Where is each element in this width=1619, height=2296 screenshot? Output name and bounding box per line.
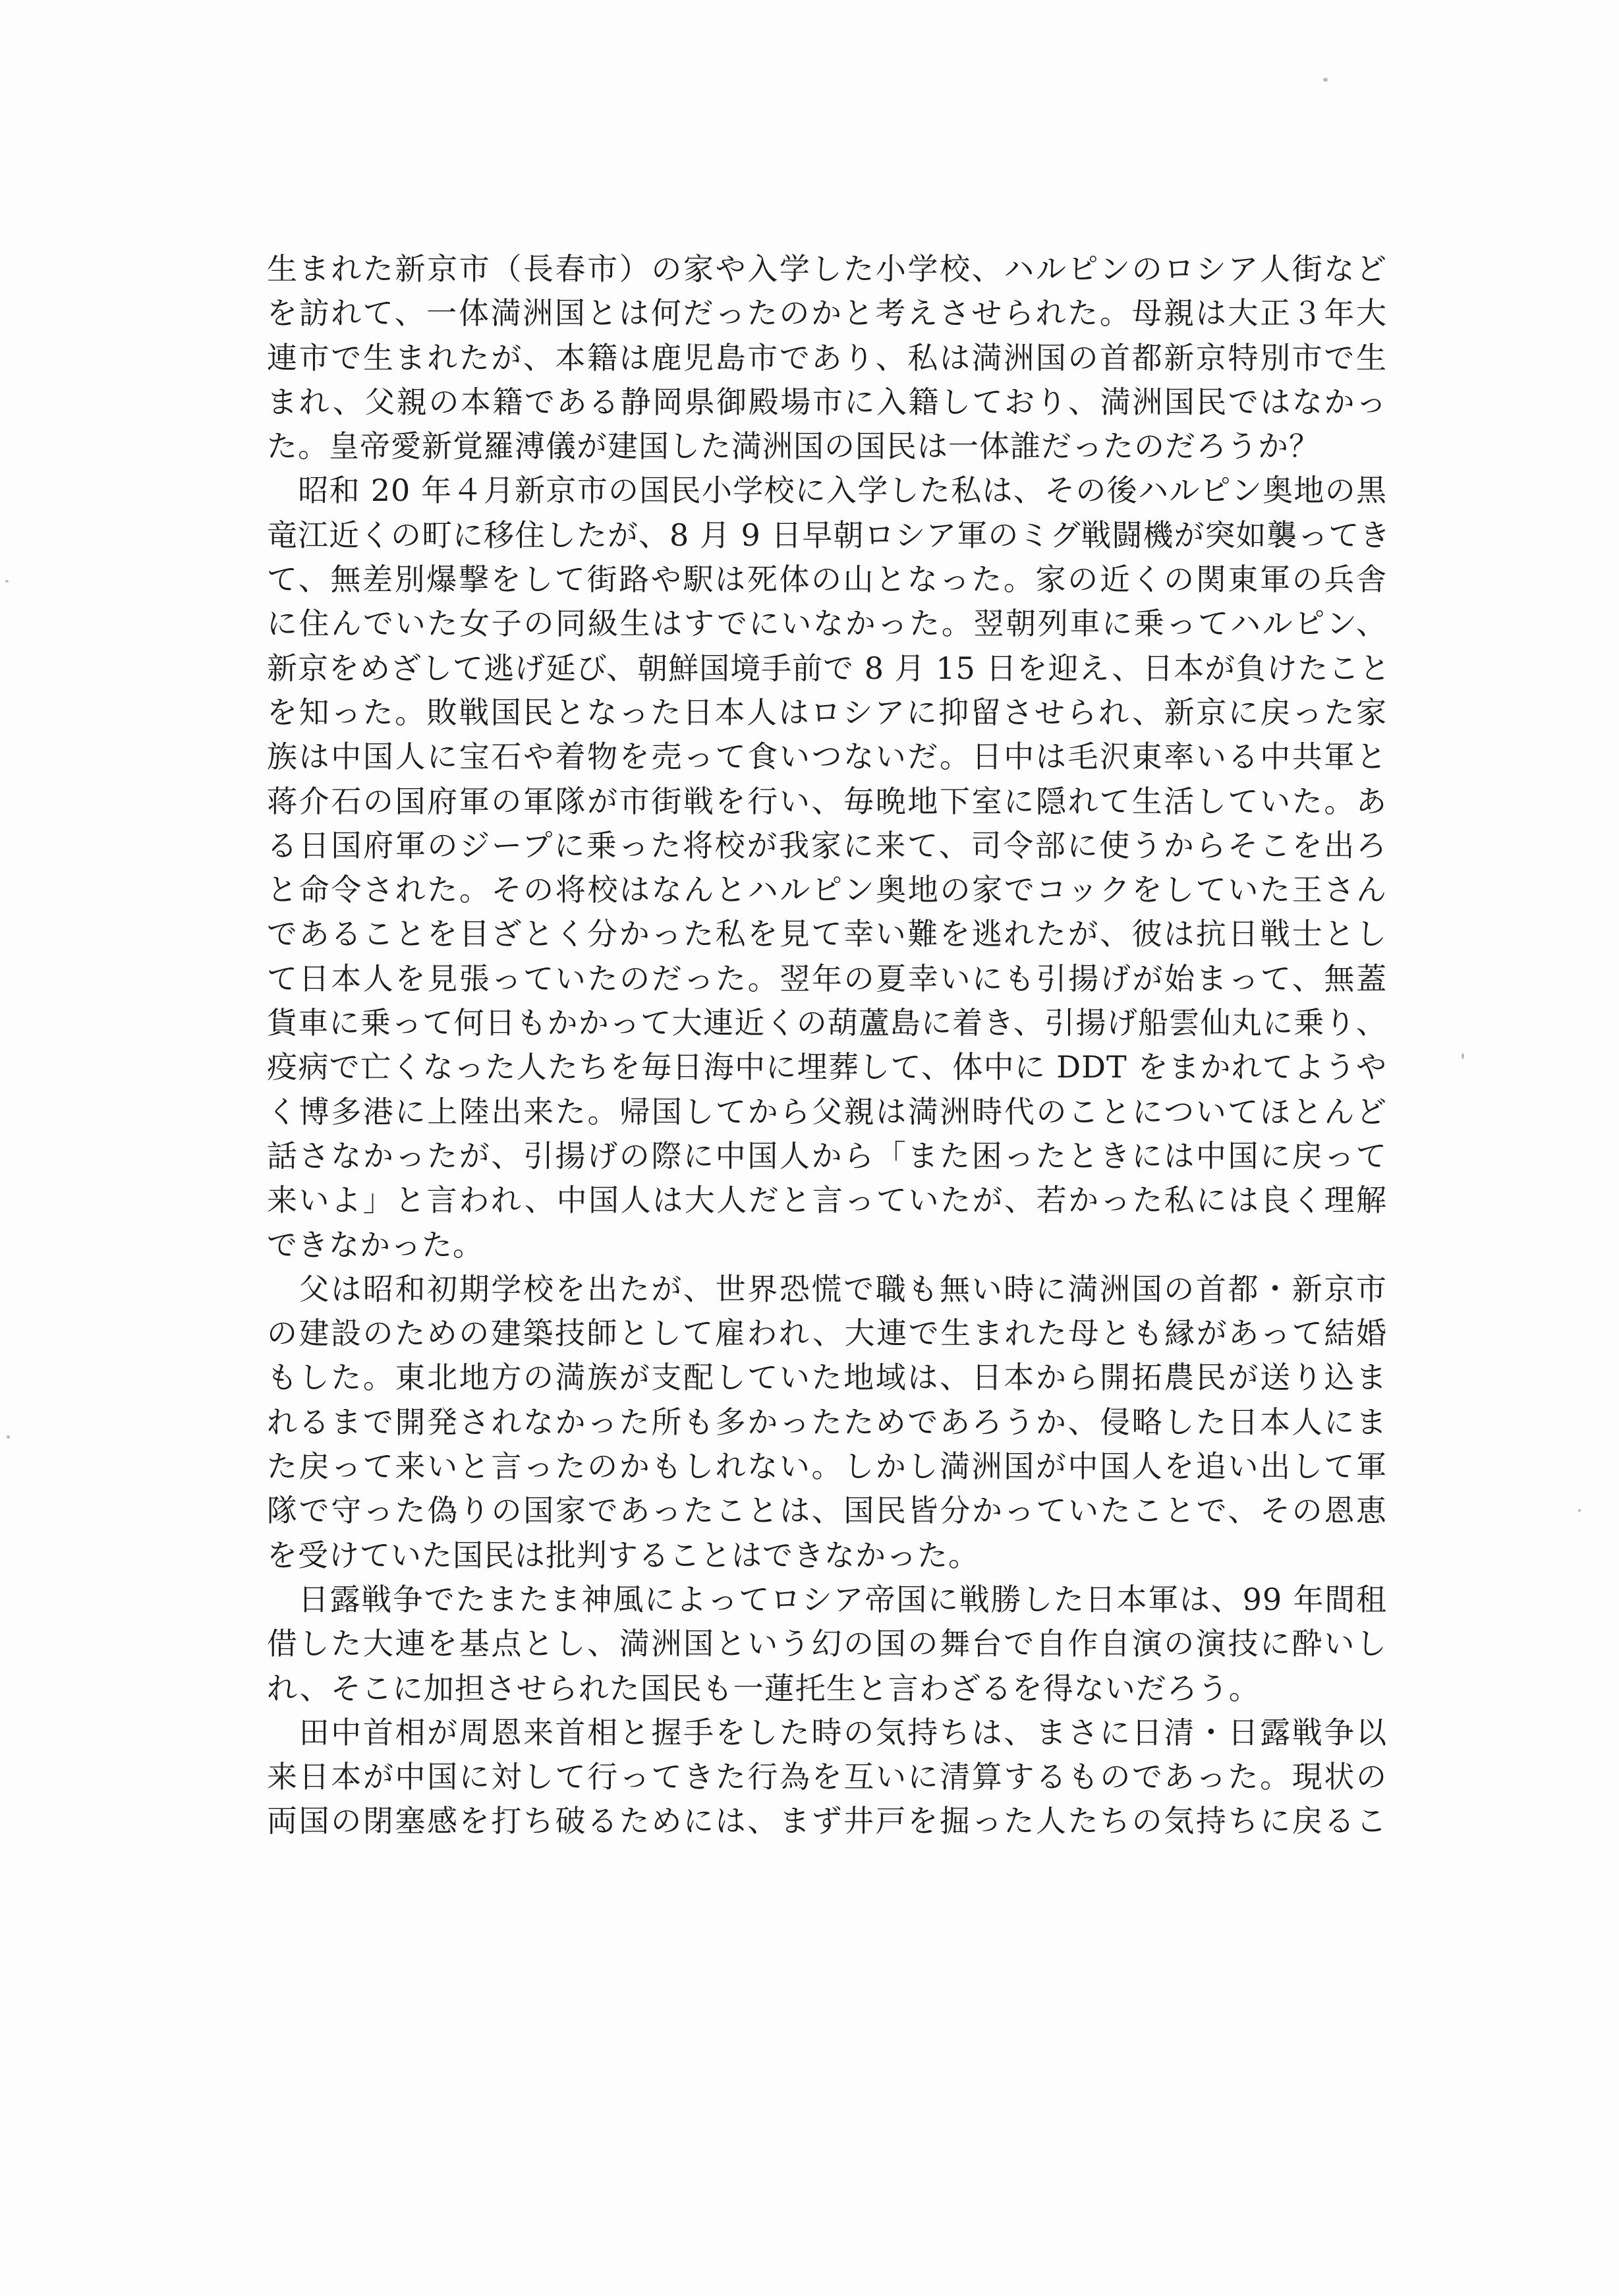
text-line: 田中首相が周恩来首相と握手をした時の気持ちは、まさに日清・日露戦争以 xyxy=(267,1714,1388,1750)
text-line: 昭和 20 年４月新京市の国民小学校に入学した私は、その後ハルピン奥地の黒 xyxy=(267,473,1387,509)
scan-speck xyxy=(1323,78,1328,82)
text-line: て、無差別爆撃をして街路や駅は死体の山となった。家の近くの関東軍の兵舎 xyxy=(267,561,1387,598)
text-line: まれ、父親の本籍である静岡県御殿場市に入籍しており、満洲国民ではなかっ xyxy=(267,384,1387,420)
text-line: を訪れて、一体満洲国とは何だったのかと考えさせられた。母親は大正３年大 xyxy=(267,295,1387,331)
text-line: 蒋介石の国府軍の軍隊が市街戦を行い、毎晩地下室に隠れて生活していた。あ xyxy=(267,783,1388,819)
text-line: 話さなかったが、引揚げの際に中国人から「また困ったときには中国に戻って xyxy=(267,1137,1388,1174)
text-line: 両国の閉塞感を打ち破るためには、まず井戸を掘った人たちの気持ちに戻るこ xyxy=(267,1803,1387,1839)
text-line: 連市で生まれたが、本籍は鹿児島市であり、私は満洲国の首都新京特別市で生 xyxy=(267,339,1387,376)
text-line: を知った。敗戦国民となった日本人はロシアに抑留させられ、新京に戻った家 xyxy=(267,694,1387,730)
scan-speck xyxy=(1462,1053,1464,1059)
text-line: れるまで開発されなかった所も多かったためであろうか、侵略した日本人にま xyxy=(267,1404,1388,1440)
text-line: た。皇帝愛新覚羅溥儀が建国した満洲国の国民は一体誰だったのだろうか？ xyxy=(267,428,1320,465)
scan-speck xyxy=(1578,1509,1581,1512)
text-line: 竜江近くの町に移住したが、8 月 9 日早朝ロシア軍のミグ戦闘機が突如襲ってき xyxy=(267,517,1391,553)
text-line: く博多港に上陸出来た。帰国してから父親は満洲時代のことについてほとんど xyxy=(267,1093,1387,1130)
text-line: できなかった。 xyxy=(267,1226,484,1263)
text-line: 来日本が中国に対して行ってきた行為を互いに清算するものであった。現状の xyxy=(267,1759,1387,1795)
text-line: 隊で守った偽りの国家であったことは、国民皆分かっていたことで、その恩恵 xyxy=(267,1493,1387,1529)
body-text xyxy=(267,247,1391,1844)
text-line: 新京をめざして逃げ延び、朝鮮国境手前で 8 月 15 日を迎え、日本が負けたこと xyxy=(267,650,1391,686)
text-line: 族は中国人に宝石や着物を売って食いつないだ。日中は毛沢東率いる中共軍と xyxy=(267,739,1387,775)
text-line: 借した大連を基点とし、満洲国という幻の国の舞台で自作自演の演技に酔いし xyxy=(267,1626,1387,1662)
text-line: の建設のための建築技師として雇われ、大連で生まれた母とも縁があって結婚 xyxy=(267,1315,1387,1352)
text-line: 生まれた新京市（長春市）の家や入学した小学校、ハルピンのロシア人街など xyxy=(267,251,1387,287)
text-line: であることを目ざとく分かった私を見て幸い難を逃れたが、彼は抗日戦士とし xyxy=(267,916,1388,952)
text-line: て日本人を見張っていたのだった。翌年の夏幸いにも引揚げが始まって、無蓋 xyxy=(267,960,1387,996)
scan-speck xyxy=(5,580,9,583)
text-line: を受けていた国民は批判することはできなかった。 xyxy=(267,1537,979,1573)
text-line: と命令された。その将校はなんとハルピン奥地の家でコックをしていた王さん xyxy=(267,872,1387,908)
text-line: 日露戦争でたまたま神風によってロシア帝国に戦勝した日本軍は、99 年間租 xyxy=(267,1581,1387,1617)
text-line: に住んでいた女子の同級生はすでにいなかった。翌朝列車に乗ってハルピン、 xyxy=(267,606,1387,642)
text-line: 父は昭和初期学校を出たが、世界恐慌で職も無い時に満洲国の首都・新京市 xyxy=(267,1271,1388,1307)
text-line: る日国府軍のジープに乗った将校が我家に来て、司令部に使うからそこを出ろ xyxy=(267,827,1387,863)
text-line: た戻って来いと言ったのかもしれない。しかし満洲国が中国人を追い出して軍 xyxy=(267,1449,1388,1485)
scan-speck xyxy=(7,1435,10,1439)
text-line: もした。東北地方の満族が支配していた地域は、日本から開拓農民が送り込ま xyxy=(267,1360,1388,1396)
text-line: れ、そこに加担させられた国民も一蓮托生と言わざるを得ないだろう。 xyxy=(267,1670,1260,1706)
text-line: 来いよ」と言われ、中国人は大人だと言っていたが、若かった私には良く理解 xyxy=(267,1182,1387,1219)
text-line: 貨車に乗って何日もかかって大連近くの葫蘆島に着き、引揚げ船雲仙丸に乗り、 xyxy=(267,1005,1387,1041)
text-line: 疫病で亡くなった人たちを毎日海中に埋葬して、体中に DDT をまかれてようや xyxy=(267,1049,1387,1085)
